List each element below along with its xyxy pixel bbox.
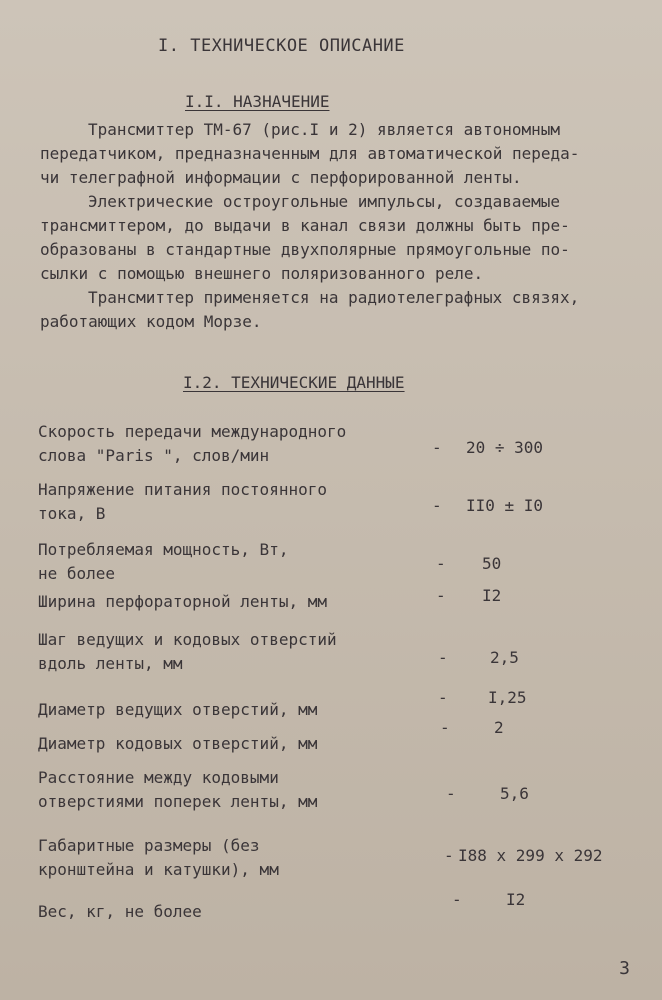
- spec-dash: -: [432, 438, 442, 457]
- paragraph-line: работающих кодом Морзе.: [40, 312, 262, 331]
- section-1-title: I.I. НАЗНАЧЕНИЕ: [185, 92, 330, 111]
- spec-label: Напряжение питания постоянного: [38, 480, 327, 499]
- spec-value: [436, 584, 501, 608]
- spec-label: Расстояние между кодовыми: [38, 768, 279, 787]
- spec-value: [446, 782, 529, 806]
- spec-value: [438, 646, 519, 670]
- spec-label: Габаритные размеры (без: [38, 836, 260, 855]
- spec-number: II0 ± I0: [466, 496, 544, 515]
- spec-label: отверстиями поперек ленты, мм: [38, 792, 318, 811]
- spec-value: [452, 888, 525, 912]
- spec-value: [432, 494, 543, 518]
- spec-value: [436, 552, 501, 576]
- paragraph-2: [40, 190, 630, 286]
- paragraph-line: сылки с помощью внешнего поляризованного реле.: [40, 264, 484, 283]
- paragraph-line: Трансмиттер ТМ-67 (рис.I и 2) является автономным: [88, 120, 561, 139]
- paragraph-line: передатчиком, предназначенным для автоматической переда-: [40, 144, 580, 163]
- paragraph-line: трансмиттером, до выдачи в канал связи должны быть пре-: [40, 216, 570, 235]
- spec-number: I88 x 299 x 292: [458, 846, 603, 865]
- spec-dash: -: [438, 648, 448, 667]
- spec-number: I,25: [488, 688, 527, 707]
- paragraph-line: Трансмиттер применяется на радиотелеграфных связях,: [88, 288, 580, 307]
- spec-label: Вес, кг, не более: [38, 902, 202, 921]
- spec-dash: -: [432, 496, 442, 515]
- spec-number: 5,6: [500, 784, 529, 803]
- spec-label: Скорость передачи международного: [38, 422, 347, 441]
- spec-label: слова "Paris ", слов/мин: [38, 446, 270, 465]
- spec-dash: -: [452, 890, 462, 909]
- page-number: 3: [619, 958, 630, 979]
- spec-label: Диаметр кодовых отверстий, мм: [38, 734, 318, 753]
- spec-label: Потребляемая мощность, Вт,: [38, 540, 289, 559]
- spec-label: Шаг ведущих и кодовых отверстий: [38, 630, 337, 649]
- spec-dash: -: [440, 718, 450, 737]
- section-2-title: I.2. ТЕХНИЧЕСКИЕ ДАННЫЕ: [183, 373, 405, 392]
- paragraph-line: Электрические остроугольные импульсы, создаваемые: [88, 192, 561, 211]
- spec-value: [440, 716, 504, 740]
- spec-number: 2: [494, 718, 504, 737]
- spec-value: [432, 436, 543, 460]
- spec-value: [444, 844, 603, 868]
- paragraph-1: [40, 118, 630, 190]
- spec-dash: -: [438, 688, 448, 707]
- spec-dash: -: [436, 586, 446, 605]
- spec-label: вдоль ленты, мм: [38, 654, 183, 673]
- spec-number: I2: [506, 890, 526, 909]
- spec-number: I2: [482, 586, 502, 605]
- main-heading: I. ТЕХНИЧЕСКОЕ ОПИСАНИЕ: [158, 36, 405, 56]
- spec-number: 20 ÷ 300: [466, 438, 544, 457]
- spec-label: кронштейна и катушки), мм: [38, 860, 279, 879]
- spec-label: не более: [38, 564, 116, 583]
- paragraph-line: образованы в стандартные двухполярные прямоугольные по-: [40, 240, 570, 259]
- spec-label: Диаметр ведущих отверстий, мм: [38, 700, 318, 719]
- paragraph-line: чи телеграфной информации с перфорированной ленты.: [40, 168, 522, 187]
- paragraph-3: [40, 286, 630, 334]
- spec-label: Ширина перфораторной ленты, мм: [38, 592, 327, 611]
- spec-dash: -: [446, 784, 456, 803]
- spec-number: 2,5: [490, 648, 519, 667]
- spec-number: 50: [482, 554, 502, 573]
- spec-dash: -: [444, 846, 454, 865]
- spec-label: тока, В: [38, 504, 106, 523]
- spec-value: [438, 686, 527, 710]
- spec-dash: -: [436, 554, 446, 573]
